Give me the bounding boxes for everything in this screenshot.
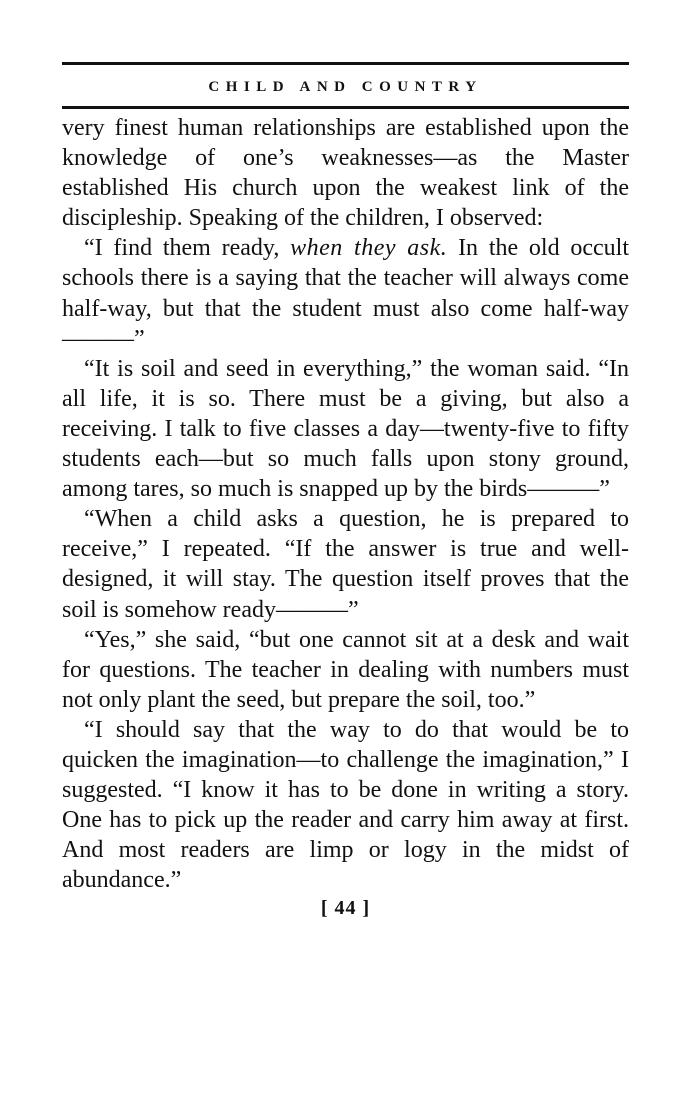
paragraph-4: “When a child asks a question, he is prepared to receive,” I repeated. “If the answer is true and well-designed, it will stay. The question itself proves that the soil is somehow ready———” [62,506,629,623]
paragraph-2 [62,233,629,353]
paragraph-2-emphasis: when they ask. [290,235,448,262]
page-number: [ 44 ] [320,897,371,920]
paragraph-2-after: In the old occult schools there is a saying that the teacher will always come half-way, but that the student must also come half-way———” [62,235,630,352]
paragraph-2-before: “I find them ready, [84,235,291,262]
header-rule-bottom [62,106,629,109]
book-page [62,62,629,920]
paragraph-6: “I should say that the way to do that would be to quicken the imagination—to challenge the imagination,” I suggested. “I know it has to be done in writing a story. One has to pick up the reader and carry him away at first. And most readers are limp or logy in the midst of abundance.” [62,716,629,894]
paragraph-5: “Yes,” she said, “but one cannot sit at a desk and wait for questions. The teacher in dealing with numbers must not only plant the seed, but prepare the soil, too.” [62,626,629,713]
body-text [62,113,629,895]
paragraph-3: “It is soil and seed in everything,” the woman said. “In all life, it is so. There must be a giving, but also a receiving. I talk to five classes a day—twenty-five to fifty students each—but so much falls upon stony ground, among tares, so much is snapped up by the birds———” [62,355,629,503]
paragraph-1: very finest human relationships are established upon the knowledge of one’s weaknesses—as the Master established His church upon the weakest link of the discipleship. Speaking of the children, I observed: [62,115,629,232]
header-rule-top [62,62,629,65]
running-head: CHILD AND COUNTRY [208,79,483,95]
